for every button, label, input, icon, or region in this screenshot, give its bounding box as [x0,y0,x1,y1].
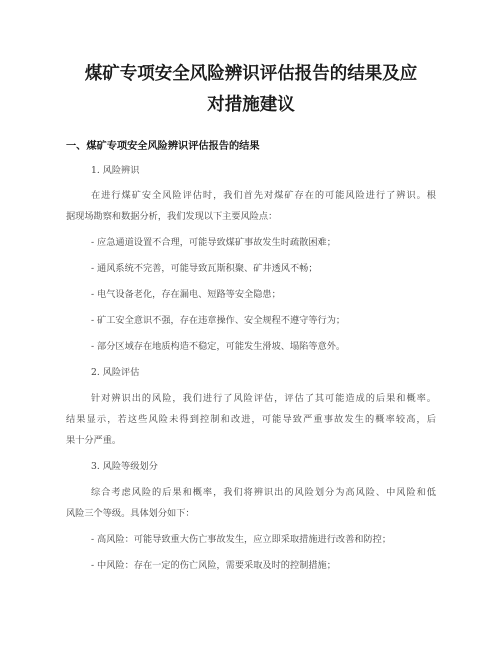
document-title-line-2: 对措施建议 [207,95,295,115]
list-item: - 高风险：可能导致重大伤亡事故发生，应立即采取措施进行改善和防控； [91,534,392,545]
list-item: - 部分区域存在地质构造不稳定，可能发生滑坡、塌陷等意外。 [91,341,346,352]
paragraph-line: 果十分严重。 [66,435,122,446]
paragraph-line: 风险三个等级。具体划分如下： [66,508,195,519]
paragraph-line: 综合考虑风险的后果和概率，我们将辨识出的风险划分为高风险、中风险和低 [91,487,436,498]
list-item: - 中风险：存在一定的伤亡风险，需要采取及时的控制措施； [91,560,336,571]
paragraph-line: 结果显示，若这些风险未得到控制和改进，可能导致严重事故发生的概率较高，后 [66,414,436,425]
list-item: - 应急通道设置不合理，可能导致煤矿事故发生时疏散困难； [91,237,336,248]
document-title-line-1: 煤矿专项安全风险辨识评估报告的结果及应 [84,64,418,84]
paragraph-line: 针对辨识出的风险，我们进行了风险评估，评估了其可能造成的后果和概率。 [91,393,436,404]
subsection-heading-risk-identification: 1. 风险辨识 [91,165,140,176]
paragraph-line: 在进行煤矿安全风险评估时，我们首先对煤矿存在的可能风险进行了辨识。根 [91,190,436,201]
list-item: - 矿工安全意识不强，存在违章操作、安全规程不遵守等行为； [91,315,346,326]
subsection-heading-risk-levels: 3. 风险等级划分 [91,461,158,472]
section-heading: 一、煤矿专项安全风险辨识评估报告的结果 [66,141,260,152]
subsection-heading-risk-assessment: 2. 风险评估 [91,367,140,378]
list-item: - 电气设备老化，存在漏电、短路等安全隐患； [91,289,281,300]
list-item: - 通风系统不完善，可能导致瓦斯积聚、矿井透风不畅； [91,263,318,274]
paragraph-line: 据现场勘察和数据分析，我们发现以下主要风险点： [66,211,278,222]
